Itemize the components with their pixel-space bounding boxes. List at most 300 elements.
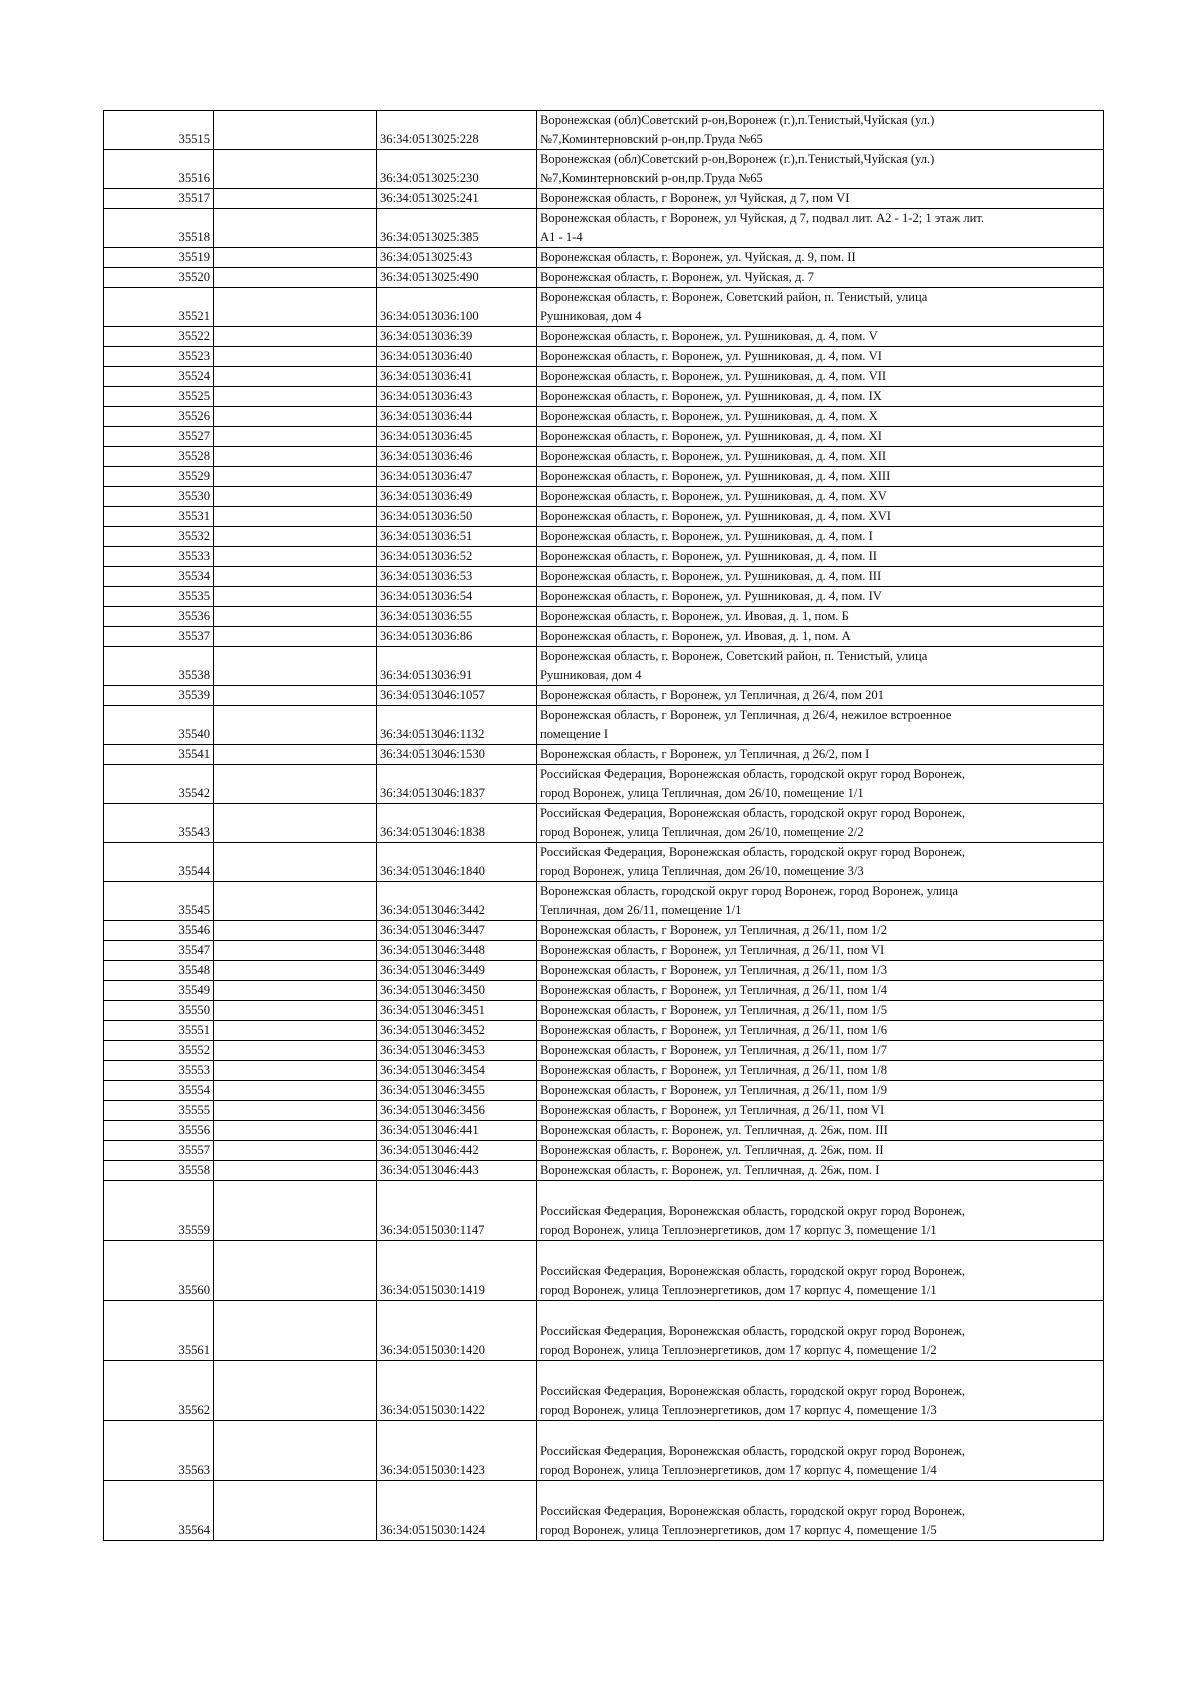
empty-cell xyxy=(214,487,377,507)
row-number-cell: 35529 xyxy=(104,467,214,487)
address-cell xyxy=(537,686,1104,706)
empty-cell xyxy=(214,347,377,367)
cadastral-number-cell: 36:34:0515030:1419 xyxy=(377,1241,537,1301)
address-cell xyxy=(537,387,1104,407)
address-line: город Воронеж, улица Тепличная, дом 26/10, помещение 3/3 xyxy=(540,864,864,878)
address-line: Воронежская область, г Воронеж, ул Тепличная, д 26/11, пом 1/3 xyxy=(540,963,888,977)
cadastral-number-cell: 36:34:0513025:228 xyxy=(377,111,537,150)
address-line: Воронежская область, г. Воронеж, ул. Чуйская, д. 7 xyxy=(540,270,814,284)
cadastral-number-cell: 36:34:0513036:86 xyxy=(377,627,537,647)
row-number-cell: 35515 xyxy=(104,111,214,150)
empty-cell xyxy=(214,327,377,347)
table-row xyxy=(104,1021,1104,1041)
address-line: город Воронеж, улица Теплоэнергетиков, дом 17 корпус 3, помещение 1/1 xyxy=(540,1223,937,1237)
address-line: Воронежская область, г. Воронеж, ул. Рушниковая, д. 4, пом. VI xyxy=(540,349,882,363)
address-line: Воронежская область, г Воронеж, ул Тепличная, д 26/4, пом 201 xyxy=(540,688,885,702)
address-line: Воронежская область, г Воронеж, ул Тепличная, д 26/11, пом 1/2 xyxy=(540,923,888,937)
table-row xyxy=(104,567,1104,587)
address-line: Воронежская область, г. Воронеж, Советский район, п. Тенистый, улица xyxy=(540,290,928,304)
table-row xyxy=(104,765,1104,804)
cadastral-number-cell: 36:34:0513025:385 xyxy=(377,209,537,248)
empty-cell xyxy=(214,547,377,567)
empty-cell xyxy=(214,921,377,941)
address-cell xyxy=(537,981,1104,1001)
address-line: Воронежская область, г Воронеж, ул Тепличная, д 26/11, пом 1/5 xyxy=(540,1003,888,1017)
table-row xyxy=(104,647,1104,686)
table-row xyxy=(104,111,1104,150)
table-row xyxy=(104,882,1104,921)
address-cell xyxy=(537,209,1104,248)
row-number-cell: 35550 xyxy=(104,1001,214,1021)
address-cell xyxy=(537,150,1104,189)
cadastral-number-cell: 36:34:0513046:1530 xyxy=(377,745,537,765)
empty-cell xyxy=(214,111,377,150)
address-line: город Воронеж, улица Теплоэнергетиков, дом 17 корпус 4, помещение 1/1 xyxy=(540,1283,937,1297)
address-line: Российская Федерация, Воронежская область, городской округ город Воронеж, xyxy=(540,1324,965,1338)
empty-cell xyxy=(214,1161,377,1181)
address-line: Воронежская область, г Воронеж, ул Тепличная, д 26/4, нежилое встроенное xyxy=(540,708,952,722)
row-number-cell: 35521 xyxy=(104,288,214,327)
table-row xyxy=(104,467,1104,487)
row-number-cell: 35560 xyxy=(104,1241,214,1301)
address-line: Воронежская область, г. Воронеж, ул. Рушниковая, д. 4, пом. XIII xyxy=(540,469,891,483)
row-number-cell: 35527 xyxy=(104,427,214,447)
address-line: №7,Коминтерновский р-он,пр.Труда №65 xyxy=(540,171,763,185)
empty-cell xyxy=(214,706,377,745)
table-row xyxy=(104,1061,1104,1081)
row-number-cell: 35555 xyxy=(104,1101,214,1121)
cadastral-number-cell: 36:34:0513025:230 xyxy=(377,150,537,189)
address-line: Российская Федерация, Воронежская область, городской округ город Воронеж, xyxy=(540,845,965,859)
address-cell xyxy=(537,367,1104,387)
address-cell xyxy=(537,268,1104,288)
address-line: Воронежская область, г. Воронеж, ул. Тепличная, д. 26ж, пом. II xyxy=(540,1143,884,1157)
cadastral-number-cell: 36:34:0515030:1420 xyxy=(377,1301,537,1361)
table-row xyxy=(104,1041,1104,1061)
address-line: Воронежская область, г. Воронеж, ул. Ивовая, д. 1, пом. А xyxy=(540,629,851,643)
address-cell xyxy=(537,627,1104,647)
cadastral-number-cell: 36:34:0513036:45 xyxy=(377,427,537,447)
table-row xyxy=(104,427,1104,447)
cadastral-number-cell: 36:34:0513025:241 xyxy=(377,189,537,209)
cadastral-number-cell: 36:34:0513036:49 xyxy=(377,487,537,507)
address-cell xyxy=(537,327,1104,347)
address-cell xyxy=(537,843,1104,882)
address-cell xyxy=(537,921,1104,941)
address-line: Воронежская область, городской округ город Воронеж, город Воронеж, улица xyxy=(540,884,958,898)
address-line: Воронежская область, г Воронеж, ул Тепличная, д 26/2, пом I xyxy=(540,747,870,761)
address-line: Воронежская область, г Воронеж, ул Тепличная, д 26/11, пом VI xyxy=(540,1103,885,1117)
cadastral-number-cell: 36:34:0513046:1840 xyxy=(377,843,537,882)
row-number-cell: 35535 xyxy=(104,587,214,607)
address-line: Воронежская область, г. Воронеж, ул. Рушниковая, д. 4, пом. XII xyxy=(540,449,887,463)
empty-cell xyxy=(214,1141,377,1161)
empty-cell xyxy=(214,1041,377,1061)
address-cell xyxy=(537,647,1104,686)
empty-cell xyxy=(214,1301,377,1361)
cadastral-number-cell: 36:34:0515030:1423 xyxy=(377,1421,537,1481)
row-number-cell: 35558 xyxy=(104,1161,214,1181)
address-line: Воронежская область, г. Воронеж, ул. Рушниковая, д. 4, пом. I xyxy=(540,529,873,543)
empty-cell xyxy=(214,607,377,627)
address-line: Российская Федерация, Воронежская область, городской округ город Воронеж, xyxy=(540,1264,965,1278)
cadastral-number-cell: 36:34:0515030:1147 xyxy=(377,1181,537,1241)
table-row xyxy=(104,686,1104,706)
address-cell xyxy=(537,189,1104,209)
empty-cell xyxy=(214,447,377,467)
row-number-cell: 35562 xyxy=(104,1361,214,1421)
cadastral-number-cell: 36:34:0513046:3442 xyxy=(377,882,537,921)
cadastral-number-cell: 36:34:0513046:1837 xyxy=(377,765,537,804)
table-row xyxy=(104,268,1104,288)
table-row xyxy=(104,1101,1104,1121)
address-line: Воронежская (обл)Советский р-он,Воронеж (г.),п.Тенистый,Чуйская (ул.) xyxy=(540,152,935,166)
row-number-cell: 35563 xyxy=(104,1421,214,1481)
address-cell xyxy=(537,507,1104,527)
address-cell xyxy=(537,587,1104,607)
address-cell xyxy=(537,1121,1104,1141)
address-cell xyxy=(537,527,1104,547)
address-line: Российская Федерация, Воронежская область, городской округ город Воронеж, xyxy=(540,1384,965,1398)
address-cell xyxy=(537,467,1104,487)
empty-cell xyxy=(214,1181,377,1241)
registry-table-body xyxy=(104,111,1104,1541)
table-row xyxy=(104,288,1104,327)
row-number-cell: 35533 xyxy=(104,547,214,567)
row-number-cell: 35557 xyxy=(104,1141,214,1161)
empty-cell xyxy=(214,765,377,804)
address-cell xyxy=(537,1301,1104,1361)
cadastral-number-cell: 36:34:0513036:54 xyxy=(377,587,537,607)
empty-cell xyxy=(214,427,377,447)
address-cell xyxy=(537,745,1104,765)
empty-cell xyxy=(214,1361,377,1421)
cadastral-number-cell: 36:34:0513036:47 xyxy=(377,467,537,487)
table-row xyxy=(104,1001,1104,1021)
empty-cell xyxy=(214,567,377,587)
address-cell xyxy=(537,1061,1104,1081)
row-number-cell: 35552 xyxy=(104,1041,214,1061)
cadastral-number-cell: 36:34:0515030:1422 xyxy=(377,1361,537,1421)
address-cell xyxy=(537,347,1104,367)
address-line: Воронежская область, г. Воронеж, ул. Чуйская, д. 9, пом. II xyxy=(540,250,856,264)
address-cell xyxy=(537,111,1104,150)
address-line: Воронежская область, г. Воронеж, ул. Рушниковая, д. 4, пом. III xyxy=(540,569,882,583)
address-line: Воронежская область, г. Воронеж, ул. Рушниковая, д. 4, пом. VII xyxy=(540,369,887,383)
address-line: Российская Федерация, Воронежская область, городской округ город Воронеж, xyxy=(540,1204,965,1218)
cadastral-number-cell: 36:34:0513036:53 xyxy=(377,567,537,587)
table-row xyxy=(104,921,1104,941)
empty-cell xyxy=(214,268,377,288)
address-line: А1 - 1-4 xyxy=(540,230,583,244)
empty-cell xyxy=(214,1101,377,1121)
row-number-cell: 35549 xyxy=(104,981,214,1001)
cadastral-number-cell: 36:34:0513036:44 xyxy=(377,407,537,427)
table-row xyxy=(104,189,1104,209)
row-number-cell: 35551 xyxy=(104,1021,214,1041)
row-number-cell: 35544 xyxy=(104,843,214,882)
address-cell xyxy=(537,1421,1104,1481)
address-line: Воронежская область, г. Воронеж, ул. Рушниковая, д. 4, пом. XV xyxy=(540,489,887,503)
table-row xyxy=(104,1481,1104,1541)
empty-cell xyxy=(214,248,377,268)
address-cell xyxy=(537,765,1104,804)
row-number-cell: 35561 xyxy=(104,1301,214,1361)
address-cell xyxy=(537,961,1104,981)
empty-cell xyxy=(214,387,377,407)
row-number-cell: 35540 xyxy=(104,706,214,745)
table-row xyxy=(104,1361,1104,1421)
address-line: Воронежская область, г Воронеж, ул Тепличная, д 26/11, пом 1/7 xyxy=(540,1043,888,1057)
empty-cell xyxy=(214,1081,377,1101)
row-number-cell: 35525 xyxy=(104,387,214,407)
address-cell xyxy=(537,607,1104,627)
address-line: Воронежская область, г. Воронеж, ул. Рушниковая, д. 4, пом. II xyxy=(540,549,877,563)
table-row xyxy=(104,1161,1104,1181)
empty-cell xyxy=(214,1241,377,1301)
address-line: №7,Коминтерновский р-он,пр.Труда №65 xyxy=(540,132,763,146)
address-line: Воронежская область, г Воронеж, ул Тепличная, д 26/11, пом 1/6 xyxy=(540,1023,888,1037)
cadastral-number-cell: 36:34:0513036:55 xyxy=(377,607,537,627)
address-cell xyxy=(537,1181,1104,1241)
row-number-cell: 35526 xyxy=(104,407,214,427)
cadastral-number-cell: 36:34:0513046:1838 xyxy=(377,804,537,843)
row-number-cell: 35559 xyxy=(104,1181,214,1241)
address-line: Воронежская область, г Воронеж, ул Тепличная, д 26/11, пом 1/9 xyxy=(540,1083,888,1097)
cadastral-number-cell: 36:34:0513025:490 xyxy=(377,268,537,288)
empty-cell xyxy=(214,150,377,189)
address-cell xyxy=(537,804,1104,843)
cadastral-number-cell: 36:34:0513036:100 xyxy=(377,288,537,327)
table-row xyxy=(104,706,1104,745)
address-line: Воронежская область, г. Воронеж, Советский район, п. Тенистый, улица xyxy=(540,649,928,663)
table-row xyxy=(104,367,1104,387)
row-number-cell: 35542 xyxy=(104,765,214,804)
address-line: Воронежская (обл)Советский р-он,Воронеж (г.),п.Тенистый,Чуйская (ул.) xyxy=(540,113,935,127)
table-row xyxy=(104,627,1104,647)
empty-cell xyxy=(214,627,377,647)
address-line: Воронежская область, г. Воронеж, ул. Тепличная, д. 26ж, пом. I xyxy=(540,1163,880,1177)
row-number-cell: 35537 xyxy=(104,627,214,647)
row-number-cell: 35532 xyxy=(104,527,214,547)
table-row xyxy=(104,745,1104,765)
address-line: Рушниковая, дом 4 xyxy=(540,668,642,682)
row-number-cell: 35556 xyxy=(104,1121,214,1141)
empty-cell xyxy=(214,367,377,387)
table-row xyxy=(104,248,1104,268)
row-number-cell: 35520 xyxy=(104,268,214,288)
row-number-cell: 35517 xyxy=(104,189,214,209)
address-line: Воронежская область, г Воронеж, ул Тепличная, д 26/11, пом VI xyxy=(540,943,885,957)
address-line: Российская Федерация, Воронежская область, городской округ город Воронеж, xyxy=(540,1504,965,1518)
cadastral-number-cell: 36:34:0513046:443 xyxy=(377,1161,537,1181)
address-cell xyxy=(537,941,1104,961)
address-cell xyxy=(537,288,1104,327)
cadastral-number-cell: 36:34:0513036:91 xyxy=(377,647,537,686)
address-cell xyxy=(537,427,1104,447)
table-row xyxy=(104,1141,1104,1161)
row-number-cell: 35519 xyxy=(104,248,214,268)
address-line: Воронежская область, г. Воронеж, ул. Рушниковая, д. 4, пом. X xyxy=(540,409,878,423)
address-line: Тепличная, дом 26/11, помещение 1/1 xyxy=(540,903,742,917)
row-number-cell: 35548 xyxy=(104,961,214,981)
table-row xyxy=(104,981,1104,1001)
address-cell xyxy=(537,1001,1104,1021)
cadastral-number-cell: 36:34:0513046:3450 xyxy=(377,981,537,1001)
cadastral-number-cell: 36:34:0513036:52 xyxy=(377,547,537,567)
row-number-cell: 35522 xyxy=(104,327,214,347)
row-number-cell: 35528 xyxy=(104,447,214,467)
row-number-cell: 35564 xyxy=(104,1481,214,1541)
cadastral-number-cell: 36:34:0515030:1424 xyxy=(377,1481,537,1541)
address-line: Российская Федерация, Воронежская область, городской округ город Воронеж, xyxy=(540,806,965,820)
address-line: Воронежская область, г. Воронеж, ул. Рушниковая, д. 4, пом. IV xyxy=(540,589,882,603)
address-cell xyxy=(537,1041,1104,1061)
empty-cell xyxy=(214,288,377,327)
empty-cell xyxy=(214,843,377,882)
row-number-cell: 35536 xyxy=(104,607,214,627)
row-number-cell: 35538 xyxy=(104,647,214,686)
address-cell xyxy=(537,1481,1104,1541)
cadastral-number-cell: 36:34:0513046:3447 xyxy=(377,921,537,941)
empty-cell xyxy=(214,189,377,209)
table-row xyxy=(104,327,1104,347)
cadastral-number-cell: 36:34:0513036:39 xyxy=(377,327,537,347)
table-row xyxy=(104,1181,1104,1241)
table-row xyxy=(104,607,1104,627)
cadastral-number-cell: 36:34:0513046:3455 xyxy=(377,1081,537,1101)
row-number-cell: 35534 xyxy=(104,567,214,587)
table-row xyxy=(104,507,1104,527)
address-line: Российская Федерация, Воронежская область, городской округ город Воронеж, xyxy=(540,1444,965,1458)
address-cell xyxy=(537,1361,1104,1421)
table-row xyxy=(104,447,1104,467)
empty-cell xyxy=(214,467,377,487)
address-line: помещение I xyxy=(540,727,609,741)
table-row xyxy=(104,1241,1104,1301)
address-cell xyxy=(537,1101,1104,1121)
address-cell xyxy=(537,1021,1104,1041)
table-row xyxy=(104,961,1104,981)
empty-cell xyxy=(214,527,377,547)
address-line: Воронежская область, г Воронеж, ул Чуйская, д 7, подвал лит. А2 - 1-2; 1 этаж лит. xyxy=(540,211,985,225)
empty-cell xyxy=(214,1421,377,1481)
cadastral-number-cell: 36:34:0513036:41 xyxy=(377,367,537,387)
cadastral-number-cell: 36:34:0513046:3454 xyxy=(377,1061,537,1081)
address-line: город Воронеж, улица Теплоэнергетиков, дом 17 корпус 4, помещение 1/4 xyxy=(540,1463,937,1477)
row-number-cell: 35531 xyxy=(104,507,214,527)
address-cell xyxy=(537,1241,1104,1301)
address-cell xyxy=(537,882,1104,921)
empty-cell xyxy=(214,882,377,921)
address-cell xyxy=(537,447,1104,467)
table-row xyxy=(104,1081,1104,1101)
row-number-cell: 35541 xyxy=(104,745,214,765)
address-cell xyxy=(537,567,1104,587)
table-row xyxy=(104,1421,1104,1481)
empty-cell xyxy=(214,647,377,686)
empty-cell xyxy=(214,587,377,607)
address-line: город Воронеж, улица Тепличная, дом 26/10, помещение 1/1 xyxy=(540,786,864,800)
empty-cell xyxy=(214,1021,377,1041)
address-line: Воронежская область, г. Воронеж, ул. Ивовая, д. 1, пом. Б xyxy=(540,609,849,623)
address-cell xyxy=(537,248,1104,268)
empty-cell xyxy=(214,686,377,706)
cadastral-number-cell: 36:34:0513046:1132 xyxy=(377,706,537,745)
row-number-cell: 35518 xyxy=(104,209,214,248)
address-cell xyxy=(537,1081,1104,1101)
address-line: город Воронеж, улица Теплоэнергетиков, дом 17 корпус 4, помещение 1/2 xyxy=(540,1343,937,1357)
row-number-cell: 35546 xyxy=(104,921,214,941)
address-line: Воронежская область, г. Воронеж, ул. Тепличная, д. 26ж, пом. III xyxy=(540,1123,888,1137)
empty-cell xyxy=(214,209,377,248)
table-row xyxy=(104,1301,1104,1361)
cadastral-number-cell: 36:34:0513046:3453 xyxy=(377,1041,537,1061)
address-line: Воронежская область, г Воронеж, ул Чуйская, д 7, пом VI xyxy=(540,191,850,205)
table-row xyxy=(104,487,1104,507)
empty-cell xyxy=(214,1061,377,1081)
cadastral-number-cell: 36:34:0513036:40 xyxy=(377,347,537,367)
table-row xyxy=(104,941,1104,961)
empty-cell xyxy=(214,1121,377,1141)
cadastral-number-cell: 36:34:0513036:51 xyxy=(377,527,537,547)
address-line: Воронежская область, г. Воронеж, ул. Рушниковая, д. 4, пом. XVI xyxy=(540,509,891,523)
empty-cell xyxy=(214,804,377,843)
cadastral-number-cell: 36:34:0513046:3452 xyxy=(377,1021,537,1041)
cadastral-number-cell: 36:34:0513036:50 xyxy=(377,507,537,527)
table-row xyxy=(104,407,1104,427)
table-row xyxy=(104,804,1104,843)
row-number-cell: 35547 xyxy=(104,941,214,961)
empty-cell xyxy=(214,981,377,1001)
address-cell xyxy=(537,706,1104,745)
address-line: Рушниковая, дом 4 xyxy=(540,309,642,323)
address-line: Воронежская область, г. Воронеж, ул. Рушниковая, д. 4, пом. IX xyxy=(540,389,882,403)
address-line: город Воронеж, улица Теплоэнергетиков, дом 17 корпус 4, помещение 1/5 xyxy=(540,1523,937,1537)
empty-cell xyxy=(214,961,377,981)
row-number-cell: 35524 xyxy=(104,367,214,387)
empty-cell xyxy=(214,1481,377,1541)
address-line: Российская Федерация, Воронежская область, городской округ город Воронеж, xyxy=(540,767,965,781)
cadastral-number-cell: 36:34:0513046:3448 xyxy=(377,941,537,961)
empty-cell xyxy=(214,507,377,527)
row-number-cell: 35530 xyxy=(104,487,214,507)
table-row xyxy=(104,547,1104,567)
address-cell xyxy=(537,547,1104,567)
address-cell xyxy=(537,487,1104,507)
empty-cell xyxy=(214,407,377,427)
address-line: Воронежская область, г. Воронеж, ул. Рушниковая, д. 4, пом. XI xyxy=(540,429,882,443)
cadastral-number-cell: 36:34:0513036:46 xyxy=(377,447,537,467)
row-number-cell: 35553 xyxy=(104,1061,214,1081)
table-row xyxy=(104,1121,1104,1141)
empty-cell xyxy=(214,1001,377,1021)
table-row xyxy=(104,587,1104,607)
table-row xyxy=(104,209,1104,248)
address-line: город Воронеж, улица Тепличная, дом 26/10, помещение 2/2 xyxy=(540,825,864,839)
cadastral-number-cell: 36:34:0513046:3451 xyxy=(377,1001,537,1021)
address-cell xyxy=(537,1161,1104,1181)
row-number-cell: 35516 xyxy=(104,150,214,189)
cadastral-number-cell: 36:34:0513025:43 xyxy=(377,248,537,268)
row-number-cell: 35543 xyxy=(104,804,214,843)
address-line: Воронежская область, г Воронеж, ул Тепличная, д 26/11, пом 1/4 xyxy=(540,983,888,997)
row-number-cell: 35545 xyxy=(104,882,214,921)
row-number-cell: 35554 xyxy=(104,1081,214,1101)
empty-cell xyxy=(214,745,377,765)
cadastral-number-cell: 36:34:0513046:3449 xyxy=(377,961,537,981)
row-number-cell: 35523 xyxy=(104,347,214,367)
